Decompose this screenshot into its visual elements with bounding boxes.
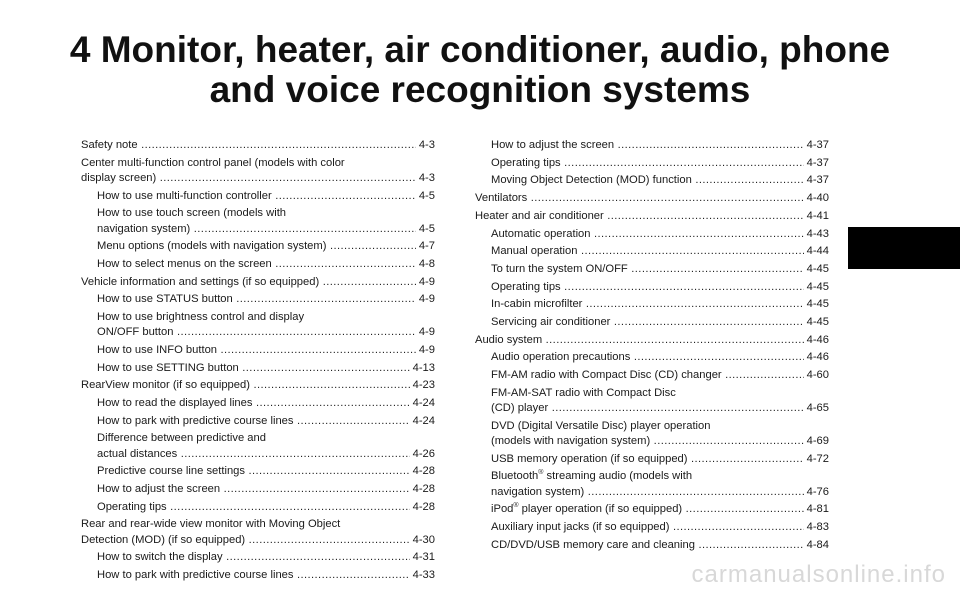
toc-entry-title (491, 520, 804, 535)
toc-entry-line: How to adjust the screen ..... (97, 482, 410, 497)
toc-entry-line: actual distances ..... (97, 447, 410, 462)
toc-entry-line: Rear and rear-wide view monitor with Moving Object (81, 518, 341, 531)
toc-entry[interactable] (81, 414, 435, 429)
toc-entry-line: Auxiliary input jacks (if so equipped) ..... (491, 520, 804, 535)
toc-entry[interactable] (475, 156, 829, 171)
toc-entry-title (491, 280, 804, 295)
toc-entry-line: How to select menus on the screen ..... (97, 257, 416, 272)
toc-entry-line: RearView monitor (if so equipped) ..... (81, 378, 410, 393)
toc-entry-line: Bluetooth® streaming audio (models with (491, 469, 693, 483)
toc-entry-page: 4-28 (412, 500, 435, 513)
toc-entry-line: How to adjust the screen ..... (491, 138, 804, 153)
toc-entry-page: 4-30 (412, 533, 435, 546)
toc-entry[interactable] (475, 138, 829, 153)
toc-entry-page: 4-43 (806, 227, 829, 240)
toc-entry-line: Automatic operation ..... (491, 227, 804, 242)
toc-entry-line: How to use STATUS button ..... (97, 292, 416, 307)
toc-entry[interactable] (475, 333, 829, 348)
toc-entry-title (491, 173, 804, 188)
toc-entry[interactable] (475, 538, 829, 553)
toc-entry-page: 4-37 (806, 156, 829, 169)
toc-entry-title (97, 550, 410, 565)
toc-entry-title (81, 517, 410, 547)
toc-entry[interactable] (475, 520, 829, 535)
toc-entry-line: How to use brightness control and display (97, 311, 305, 324)
toc-entry-line: (models with navigation system) ..... (491, 434, 804, 449)
toc-entry-title (81, 378, 410, 393)
chapter-title (0, 30, 960, 110)
toc-entry[interactable] (81, 206, 435, 236)
toc-entry[interactable] (81, 257, 435, 272)
toc-entry[interactable] (475, 469, 829, 499)
toc-entry-line: How to use multi-function controller ..... (97, 189, 416, 204)
toc-entry-page: 4-28 (412, 465, 435, 478)
toc-entry-line: How to use touch screen (models with (97, 207, 287, 220)
toc-entry[interactable] (475, 297, 829, 312)
toc-entry-line: navigation system) ..... (97, 222, 416, 237)
toc-entry-title (491, 386, 804, 416)
chapter-title-line-2: and voice recognition systems (209, 69, 751, 110)
toc-entry[interactable] (81, 431, 435, 461)
toc-entry-page: 4-37 (806, 139, 829, 151)
toc-entry-line: How to park with predictive course lines ..... (97, 568, 410, 583)
toc-entry-page: 4-41 (806, 209, 829, 222)
toc-entry-line: iPod® player operation (if so equipped) ..... (491, 502, 804, 517)
toc-entry-title (81, 138, 416, 153)
toc-entry-line: Operating tips ..... (97, 500, 410, 515)
toc-entry-title (97, 431, 410, 461)
toc-entry-line: Ventilators ..... (475, 191, 804, 206)
toc-entry[interactable] (81, 464, 435, 479)
toc-entry-line: FM-AM radio with Compact Disc (CD) changer ..... (491, 368, 804, 383)
toc-right-column (475, 138, 829, 553)
toc-entry-line: USB memory operation (if so equipped) ..... (491, 452, 804, 467)
toc-entry-title (97, 257, 416, 272)
toc-entry-page: 4-5 (418, 222, 435, 235)
toc-entry-title (97, 482, 410, 497)
toc-entry[interactable] (81, 500, 435, 515)
toc-entry-title (475, 191, 804, 206)
toc-entry-line: Detection (MOD) (if so equipped) ..... (81, 533, 410, 548)
toc-entry-title (475, 333, 804, 348)
toc-entry[interactable] (475, 244, 829, 259)
toc-entry-title (97, 310, 416, 340)
toc-entry-page: 4-3 (418, 171, 435, 184)
toc-entry-title (97, 500, 410, 515)
toc-entry-line: Vehicle information and settings (if so equipped) ..... (81, 275, 416, 290)
toc-entry-page: 4-24 (412, 414, 435, 427)
toc-entry-page: 4-26 (412, 447, 435, 460)
toc-entry-title (97, 464, 410, 479)
toc-entry-page: 4-13 (412, 361, 435, 374)
toc-entry-line: Manual operation ..... (491, 244, 804, 259)
toc-entry-page: 4-45 (806, 262, 829, 275)
toc-entry[interactable] (475, 502, 829, 517)
toc-entry-line: How to switch the display ..... (97, 550, 410, 565)
toc-entry[interactable] (475, 227, 829, 242)
toc-entry-line: ON/OFF button ..... (97, 325, 416, 340)
toc-entry-line: How to park with predictive course lines ..... (97, 414, 410, 429)
toc-entry-page: 4-8 (418, 257, 435, 270)
toc-entry-line: Operating tips ..... (491, 280, 804, 295)
toc-entry-line: display screen) ..... (81, 171, 416, 186)
toc-entry-line: navigation system) ..... (491, 485, 804, 500)
toc-entry-page: 4-81 (806, 503, 829, 516)
toc-entry[interactable] (81, 517, 435, 547)
toc-entry-line: To turn the system ON/OFF ..... (491, 262, 804, 277)
toc-entry-title (97, 361, 410, 376)
toc-entry-title (491, 350, 804, 365)
toc-entry-page: 4-31 (412, 551, 435, 564)
toc-entry[interactable] (81, 361, 435, 376)
toc-entry-title (491, 244, 804, 259)
toc-entry-line: In-cabin microfilter ..... (491, 297, 804, 312)
chapter-title-line-1: 4 Monitor, heater, air conditioner, audio, phone (69, 29, 891, 70)
toc-entry-page: 4-76 (806, 485, 829, 498)
toc-entry-title (491, 138, 804, 153)
toc-entry-page: 4-3 (418, 139, 435, 151)
toc-entry-line: Predictive course line settings ..... (97, 464, 410, 479)
toc-entry[interactable] (475, 173, 829, 188)
toc-entry[interactable] (81, 292, 435, 307)
toc-entry-line: CD/DVD/USB memory care and cleaning ..... (491, 538, 804, 553)
toc-entry-page: 4-37 (806, 174, 829, 187)
toc-entry[interactable] (81, 138, 435, 153)
toc-entry-title (97, 343, 416, 358)
toc-entry-title (491, 315, 804, 330)
toc-entry-line: How to use SETTING button ..... (97, 361, 410, 376)
toc-entry-page: 4-60 (806, 369, 829, 382)
toc-entry-page: 4-9 (418, 293, 435, 306)
toc-entry-title (491, 368, 804, 383)
toc-entry-title (81, 275, 416, 290)
toc-entry-title (475, 209, 804, 224)
toc-entry[interactable] (475, 191, 829, 206)
toc-entry-line: Safety note ..... (81, 138, 416, 153)
toc-entry-line: Center multi-function control panel (models with color (81, 156, 345, 169)
toc-entry-title (97, 189, 416, 204)
toc-entry[interactable] (475, 452, 829, 467)
toc-entry-page: 4-45 (806, 280, 829, 293)
toc-entry[interactable] (81, 482, 435, 497)
toc-entry-line: FM-AM-SAT radio with Compact Disc (491, 386, 676, 399)
toc-entry-page: 4-69 (806, 434, 829, 447)
toc-entry-page: 4-9 (418, 343, 435, 356)
toc-entry[interactable] (81, 189, 435, 204)
toc-entry-line: How to read the displayed lines ..... (97, 396, 410, 411)
toc-entry-title (491, 419, 804, 449)
toc-entry-page: 4-5 (418, 189, 435, 202)
toc-entry-title (97, 239, 416, 254)
toc-entry[interactable] (475, 350, 829, 365)
toc-entry-line: Heater and air conditioner ..... (475, 209, 804, 224)
toc-entry-title (491, 452, 804, 467)
toc-entry-title (491, 297, 804, 312)
toc-entry-page: 4-40 (806, 192, 829, 205)
toc-entry-page: 4-45 (806, 298, 829, 311)
toc-entry[interactable] (81, 550, 435, 565)
toc-entry-line: Servicing air conditioner ..... (491, 315, 804, 330)
toc-entry-page: 4-33 (412, 569, 435, 582)
toc-entry-line: Operating tips ..... (491, 156, 804, 171)
toc-entry-page: 4-44 (806, 245, 829, 258)
toc-entry-title (97, 396, 410, 411)
toc-entry-line: (CD) player ..... (491, 401, 804, 416)
toc-entry-title (97, 206, 416, 236)
toc-entry-title (81, 156, 416, 186)
toc-entry-line: How to use INFO button ..... (97, 343, 416, 358)
toc-entry-line: Menu options (models with navigation system) ..... (97, 239, 416, 254)
toc-entry-page: 4-46 (806, 333, 829, 346)
toc-entry[interactable] (475, 368, 829, 383)
toc-entry-page: 4-28 (412, 483, 435, 496)
toc-entry-title (491, 227, 804, 242)
chapter-thumb-tab (848, 227, 960, 269)
toc-entry-title (491, 156, 804, 171)
watermark: carmanualsonline.info (691, 561, 946, 588)
toc-entry-page: 4-83 (806, 520, 829, 533)
toc-entry-line: Difference between predictive and (97, 432, 266, 445)
toc-entry-title (97, 292, 416, 307)
toc-entry-line: Audio operation precautions ..... (491, 350, 804, 365)
toc-entry-page: 4-9 (418, 275, 435, 288)
toc-entry-page: 4-45 (806, 316, 829, 329)
toc-left-column (81, 138, 435, 583)
toc-entry[interactable] (475, 209, 829, 224)
toc-entry[interactable] (475, 262, 829, 277)
toc-entry-page: 4-46 (806, 351, 829, 364)
toc-entry[interactable] (81, 396, 435, 411)
toc-entry-page: 4-24 (412, 397, 435, 410)
toc-entry-page: 4-23 (412, 379, 435, 392)
toc-entry-page: 4-65 (806, 402, 829, 415)
toc-entry-title (491, 262, 804, 277)
toc-entry[interactable] (81, 568, 435, 583)
toc-entry[interactable] (81, 310, 435, 340)
toc-entry[interactable] (81, 343, 435, 358)
toc-entry[interactable] (475, 419, 829, 449)
toc-entry-page: 4-72 (806, 452, 829, 465)
toc-entry[interactable] (81, 275, 435, 290)
toc-entry-title (491, 469, 804, 499)
toc-entry-line: DVD (Digital Versatile Disc) player operation (491, 419, 711, 432)
toc-entry-title (491, 502, 804, 517)
toc-entry[interactable] (81, 156, 435, 186)
toc-entry[interactable] (475, 315, 829, 330)
toc-entry[interactable] (81, 239, 435, 254)
toc-entry-title (97, 568, 410, 583)
toc-entry[interactable] (475, 386, 829, 416)
toc-entry-page: 4-7 (418, 240, 435, 253)
toc-entry[interactable] (81, 378, 435, 393)
toc-entry-page: 4-84 (806, 538, 829, 551)
toc-entry-title (97, 414, 410, 429)
toc-entry-line: Moving Object Detection (MOD) function ..... (491, 173, 804, 188)
toc-entry-page: 4-9 (418, 326, 435, 339)
toc-entry-title (491, 538, 804, 553)
toc-entry-line: Audio system ..... (475, 333, 804, 348)
toc-entry[interactable] (475, 280, 829, 295)
